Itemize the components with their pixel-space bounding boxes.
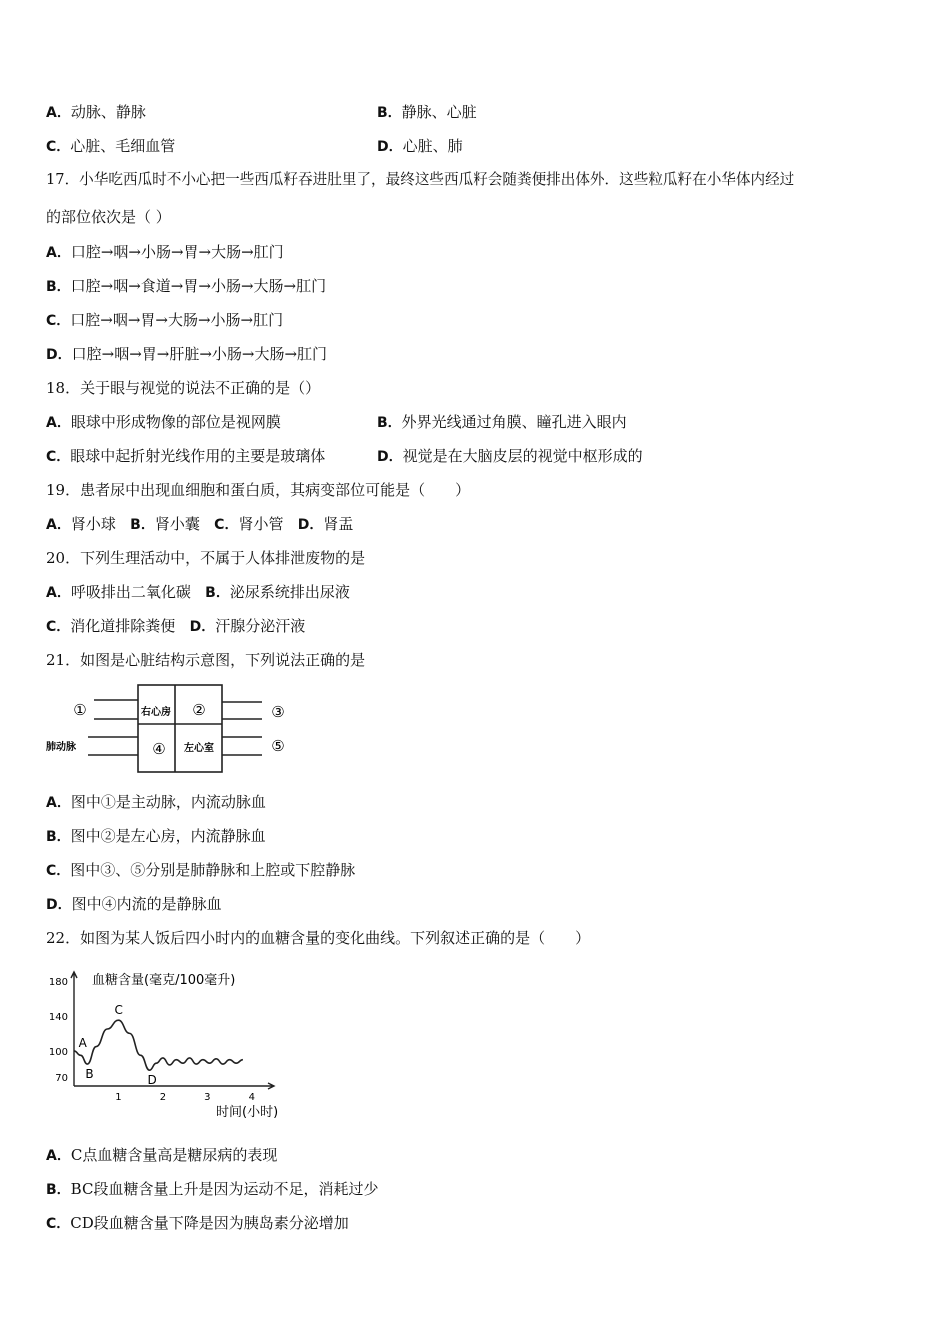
q17-option-a: A．口腔→咽→小肠→胃→大肠→肛门 (46, 243, 284, 261)
q20-options-row1 (46, 582, 350, 603)
label-5: ⑤ (271, 737, 285, 755)
chart-x-tick-label: 4 (248, 1092, 255, 1103)
chart-x-tick-label: 2 (159, 1092, 167, 1103)
chart-y-tick-label: 180 (48, 976, 68, 988)
q19-stem: 19．患者尿中出现血细胞和蛋白质，其病变部位可能是（ ） (46, 481, 471, 499)
chart-x-axis (74, 1083, 274, 1089)
q20-option-a: A．呼吸排出二氧化碳 (46, 583, 191, 601)
q20-stem: 20．下列生理活动中，不属于人体排泄废物的是 (46, 549, 366, 567)
chart-point-label-c: C (114, 1003, 123, 1018)
q16-option-c: C．心脏、毛细血管 (46, 137, 176, 155)
q20-option-b: B．泌尿系统排出尿液 (205, 583, 350, 601)
label-2: ② (192, 701, 206, 719)
q17-option-b: B．口腔→咽→食道→胃→小肠→大肠→肛门 (46, 277, 327, 295)
chart-xlabel: 时间(小时) (216, 1105, 279, 1120)
chart-x-tick-label: 3 (204, 1092, 211, 1103)
chart-y-tick-label: 100 (48, 1046, 68, 1058)
blood-sugar-line (74, 1020, 243, 1070)
q22-option-c: C．CD段血糖含量下降是因为胰岛素分泌增加 (46, 1214, 349, 1232)
q18-option-a: A．眼球中形成物像的部位是视网膜 (46, 413, 281, 431)
label-right-atrium: 右心房 (141, 707, 171, 718)
chart-ylabel: 血糖含量(毫克/100毫升) (92, 973, 236, 988)
q17-option-c: C．口腔→咽→胃→大肠→小肠→肛门 (46, 311, 284, 329)
label-pulmonary-artery: 肺动脉 (46, 742, 76, 753)
q16-option-d: D．心脏、肺 (377, 137, 463, 155)
label-3: ③ (271, 703, 285, 721)
q19-options (46, 514, 353, 535)
chart-x-tick-label: 1 (115, 1092, 122, 1103)
chart-y-axis (71, 972, 77, 1086)
q19-option-a: A．肾小球 (46, 515, 116, 533)
q17-stem: 17．小华吃西瓜时不小心把一些西瓜籽吞进肚里了，最终这些西瓜籽会随粪便排出体外．这些粒瓜籽在小华体内经过 (46, 171, 795, 188)
chart-point-label-d: D (147, 1073, 157, 1088)
label-left-ventricle: 左心室 (184, 743, 214, 754)
label-4: ④ (152, 740, 166, 758)
q19-option-d: D．肾盂 (297, 515, 354, 533)
q18-option-d: D．视觉是在大脑皮层的视觉中枢形成的 (377, 447, 643, 465)
q21-option-d: D．图中④内流的是静脉血 (46, 895, 222, 913)
q21-option-a: A．图中①是主动脉，内流动脉血 (46, 793, 266, 811)
q21-option-c: C．图中③、⑤分别是肺静脉和上腔或下腔静脉 (46, 861, 356, 879)
q16-option-a: A．动脉、静脉 (46, 103, 146, 121)
q22-option-b: B．BC段血糖含量上升是因为运动不足，消耗过少 (46, 1180, 379, 1198)
q16-option-b: B．静脉、心脏 (377, 103, 477, 121)
q18-option-b: B．外界光线通过角膜、瞳孔进入眼内 (377, 413, 627, 431)
chart-point-label-b: B (85, 1067, 94, 1082)
heart-outline (138, 685, 222, 772)
q18-stem: 18．关于眼与视觉的说法不正确的是（） (46, 379, 321, 397)
heart-diagram (44, 682, 304, 780)
chart-point-label-a: A (78, 1035, 87, 1050)
label-1: ① (73, 701, 87, 719)
q19-option-b: B．肾小囊 (130, 515, 200, 533)
q20-option-c: C．消化道排除粪便 (46, 617, 176, 635)
q22-option-a: A．C点血糖含量高是糖尿病的表现 (46, 1146, 278, 1164)
q21-option-b: B．图中②是左心房，内流静脉血 (46, 827, 266, 845)
q21-stem: 21．如图是心脏结构示意图，下列说法正确的是 (46, 651, 366, 669)
blood-sugar-chart (44, 964, 304, 1124)
chart-y-tick-label: 140 (48, 1011, 68, 1023)
q17-option-d: D．口腔→咽→胃→肝脏→小肠→大肠→肛门 (46, 345, 328, 363)
q19-option-c: C．肾小管 (214, 515, 284, 533)
chart-y-tick-label: 70 (55, 1073, 68, 1085)
q22-stem: 22．如图为某人饭后四小时内的血糖含量的变化曲线。下列叙述正确的是（ ） (46, 929, 591, 947)
q20-option-d: D．汗腺分泌汗液 (189, 617, 306, 635)
q20-options-row2 (46, 616, 305, 637)
q17-stem-cont: 的部位依次是（ ） (46, 208, 171, 226)
q18-option-c: C．眼球中起折射光线作用的主要是玻璃体 (46, 447, 326, 465)
